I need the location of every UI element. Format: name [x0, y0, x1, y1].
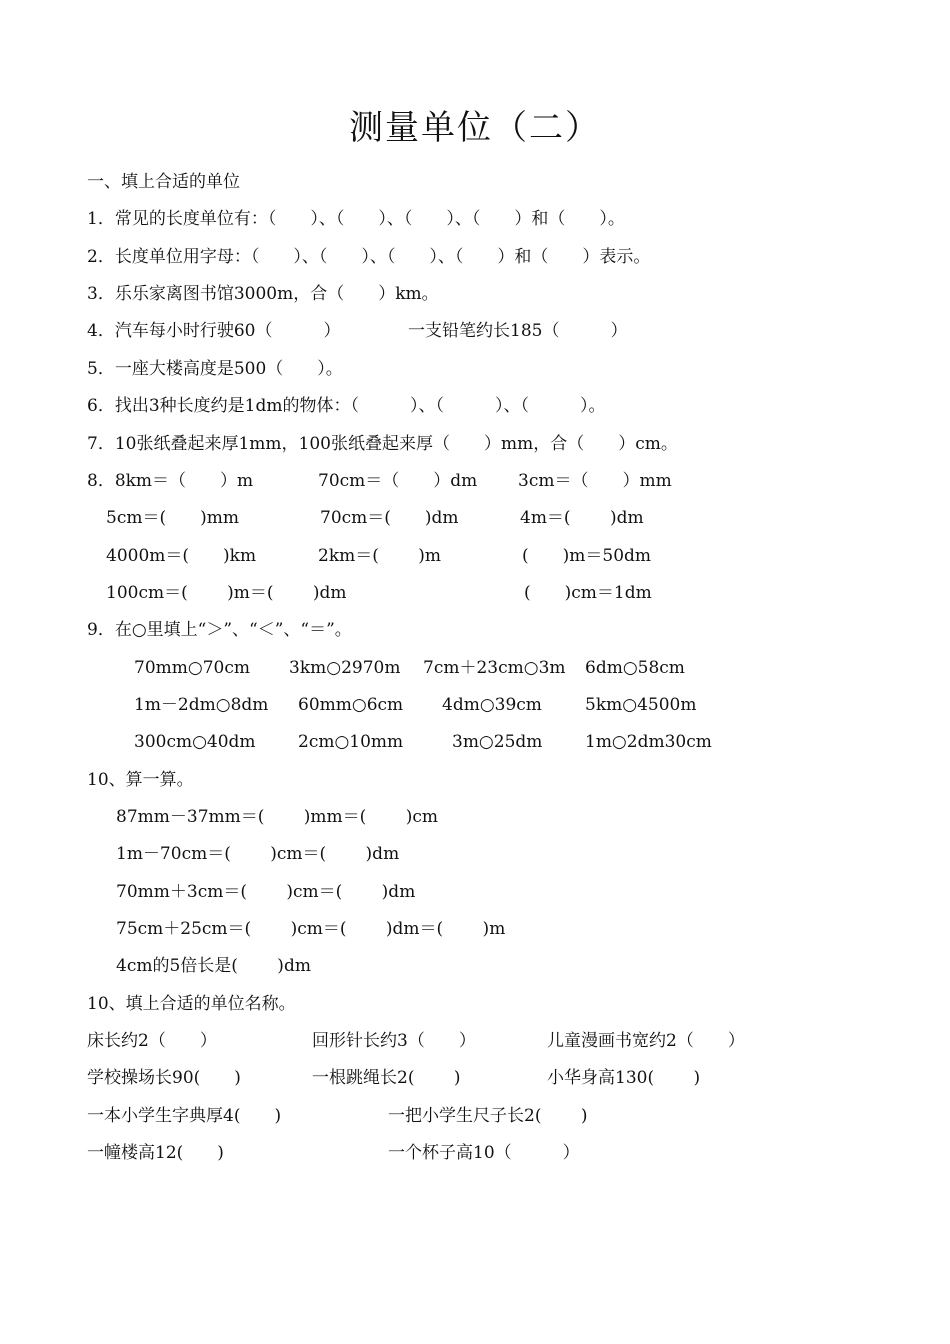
- conversion-item: ( )cm＝1dm: [524, 583, 652, 603]
- compare-item: 6dm○58cm: [585, 658, 685, 678]
- unit-item: 小华身高130( ): [547, 1068, 701, 1088]
- compare-item: 1m○2dm30cm: [585, 732, 712, 752]
- question-11-heading: 10、填上合适的单位名称。: [87, 994, 296, 1014]
- page-title: 测量单位（二）: [349, 108, 601, 148]
- compare-item: 300cm○40dm: [134, 732, 256, 752]
- conversion-item: 70cm＝( )dm: [320, 508, 459, 528]
- compare-item: 5km○4500m: [585, 695, 697, 715]
- question-4b: 一支铅笔约长185（ ）: [408, 321, 628, 341]
- question-10-heading: 10、算一算。: [87, 770, 194, 790]
- compare-item: 1m－2dm○8dm: [134, 695, 269, 715]
- compare-item: 3m○25dm: [452, 732, 543, 752]
- compare-item: 60mm○6cm: [298, 695, 404, 715]
- conversion-item: 4m＝( )dm: [520, 508, 644, 528]
- unit-item: 一个杯子高10（ ）: [388, 1143, 580, 1163]
- unit-item: 一把小学生尺子长2( ): [388, 1106, 588, 1126]
- question-3: 3．乐乐家离图书馆3000m，合（ ）km。: [87, 284, 439, 304]
- unit-item: 一本小学生字典厚4( ): [87, 1106, 282, 1126]
- question-1: 1．常见的长度单位有：（ ）、（ ）、（ ）、（ ）和（ ）。: [87, 209, 625, 229]
- unit-item: 一根跳绳长2( ): [312, 1068, 461, 1088]
- question-2: 2．长度单位用字母：（ ）、（ ）、（ ）、（ ）和（ ）表示。: [87, 247, 651, 267]
- section-heading: 一、填上合适的单位: [87, 172, 240, 192]
- question-9-heading: 9．在○里填上“＞”、“＜”、“＝”。: [87, 620, 352, 640]
- unit-item: 回形针长约3（ ）: [312, 1031, 476, 1051]
- conversion-item: 5cm＝( )mm: [106, 508, 239, 528]
- conversion-item: 2km＝( )m: [318, 546, 442, 566]
- question-6: 6．找出3种长度约是1dm的物体：（ ）、（ ）、（ ）。: [87, 396, 606, 416]
- calc-item: 75cm＋25cm＝( )cm＝( )dm＝( )m: [116, 919, 506, 939]
- unit-item: 一幢楼高12( ): [87, 1143, 224, 1163]
- unit-item: 儿童漫画书宽约2（ ）: [547, 1031, 745, 1051]
- conversion-item: 8．8km＝（ ）m: [87, 471, 254, 491]
- calc-item: 4cm的5倍长是( )dm: [116, 956, 311, 976]
- conversion-item: ( )m＝50dm: [522, 546, 652, 566]
- unit-item: 学校操场长90( ): [87, 1068, 241, 1088]
- question-7: 7．10张纸叠起来厚1mm，100张纸叠起来厚（ ）mm，合（ ）cm。: [87, 434, 678, 454]
- calc-item: 70mm＋3cm＝( )cm＝( )dm: [116, 882, 416, 902]
- question-4a: 4．汽车每小时行驶60（ ）: [87, 321, 341, 341]
- compare-item: 3km○2970m: [289, 658, 401, 678]
- compare-item: 70mm○70cm: [134, 658, 250, 678]
- calc-item: 1m－70cm＝( )cm＝( )dm: [116, 844, 400, 864]
- conversion-item: 100cm＝( )m＝( )dm: [106, 583, 347, 603]
- compare-item: 4dm○39cm: [442, 695, 542, 715]
- conversion-item: 3cm＝（ ）mm: [518, 471, 672, 491]
- conversion-item: 4000m＝( )km: [106, 546, 257, 566]
- unit-item: 床长约2（ ）: [87, 1031, 217, 1051]
- conversion-item: 70cm＝（ ）dm: [318, 471, 478, 491]
- compare-item: 7cm＋23cm○3m: [423, 658, 566, 678]
- compare-item: 2cm○10mm: [298, 732, 404, 752]
- calc-item: 87mm－37mm＝( )mm＝( )cm: [116, 807, 438, 827]
- question-5: 5．一座大楼高度是500（ ）。: [87, 359, 343, 379]
